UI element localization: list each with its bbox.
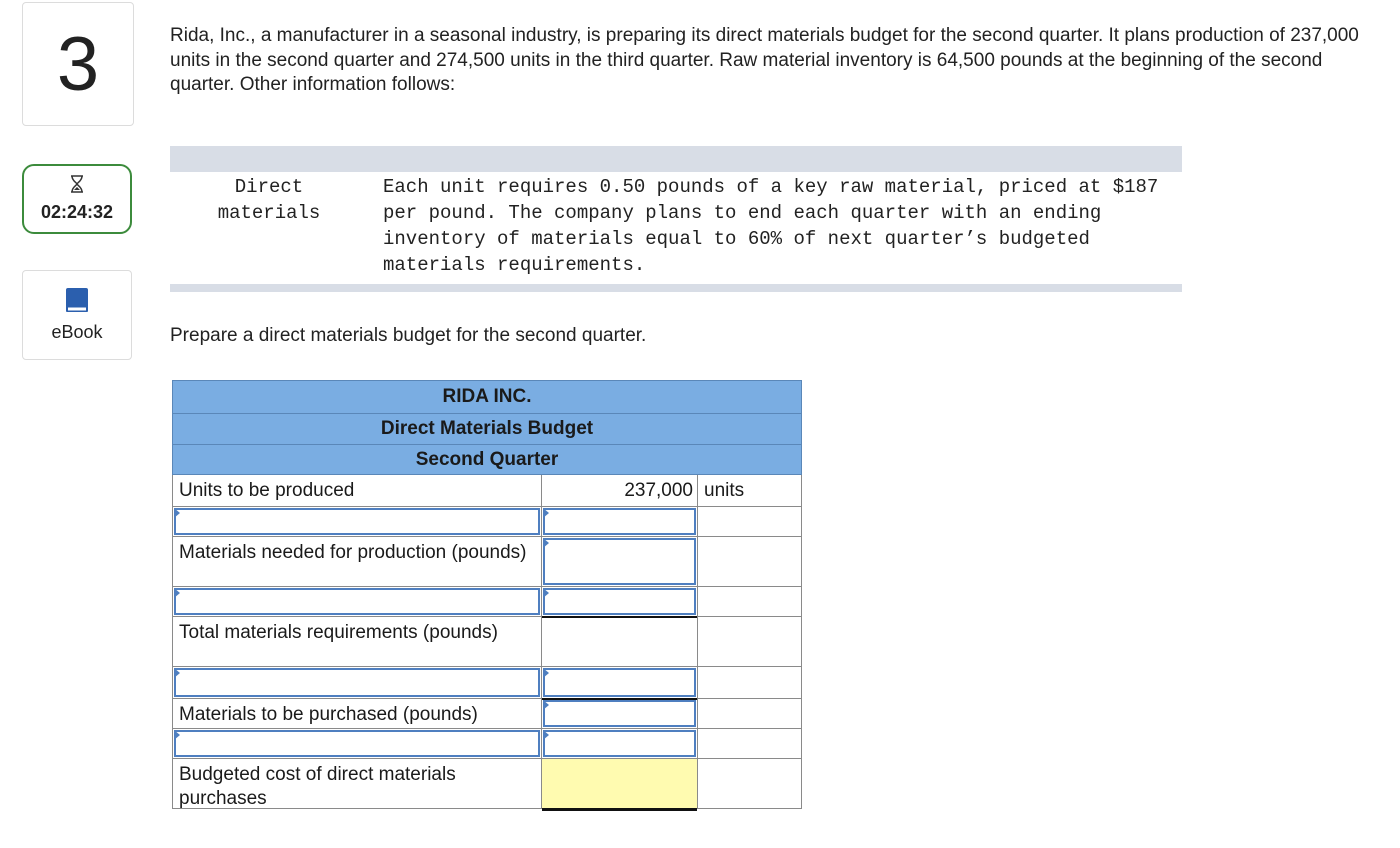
label-dropdown-input[interactable] bbox=[174, 730, 540, 757]
row-label-cell bbox=[172, 729, 541, 759]
info-table-header-bar bbox=[170, 146, 1182, 172]
row-label: Units to be produced bbox=[172, 475, 541, 507]
table-row bbox=[172, 475, 802, 507]
label-dropdown-input[interactable] bbox=[174, 668, 540, 697]
question-text: Rida, Inc., a manufacturer in a seasonal industry, is preparing its direct materials budget for the second quarter. It plans production of 237,000 units in the second quarter and 274,500 units in the third quarter. Raw material inventory is 64,500 pounds at the beginning of the second quarter. Other information follows: bbox=[170, 25, 1359, 95]
row-label: Materials needed for production (pounds) bbox=[172, 537, 541, 587]
double-underline bbox=[542, 808, 697, 811]
budget-title: Direct Materials Budget bbox=[172, 413, 802, 444]
value-input[interactable] bbox=[543, 730, 696, 757]
row-label: Budgeted cost of direct materials purchases bbox=[172, 759, 541, 809]
row-unit-cell bbox=[697, 667, 802, 699]
table-row bbox=[172, 667, 802, 699]
table-row bbox=[172, 699, 802, 729]
row-label-cell bbox=[172, 507, 541, 537]
row-value-cell bbox=[541, 729, 697, 759]
row-unit-cell bbox=[697, 617, 802, 667]
budget-table bbox=[172, 380, 802, 809]
row-value-cell bbox=[541, 537, 697, 587]
ebook-label: eBook bbox=[51, 322, 103, 342]
value-input[interactable] bbox=[543, 508, 696, 535]
info-label bbox=[200, 174, 338, 226]
table-row bbox=[172, 729, 802, 759]
question-number bbox=[22, 2, 134, 126]
budget-period: Second Quarter bbox=[172, 444, 802, 475]
value-input[interactable] bbox=[543, 700, 696, 727]
budget-company: RIDA INC. bbox=[172, 380, 802, 413]
row-label: Materials to be purchased (pounds) bbox=[172, 699, 541, 729]
table-row bbox=[172, 587, 802, 617]
ebook-button[interactable] bbox=[22, 270, 132, 360]
value-input[interactable] bbox=[543, 668, 696, 697]
row-value bbox=[542, 759, 697, 767]
row-unit-cell bbox=[697, 729, 802, 759]
row-value-cell bbox=[541, 587, 697, 617]
row-label: Total materials requirements (pounds) bbox=[172, 617, 541, 667]
info-label-line1: Direct bbox=[234, 176, 304, 198]
row-value-cell bbox=[541, 699, 697, 729]
table-row bbox=[172, 507, 802, 537]
row-unit-cell bbox=[697, 699, 802, 729]
table-row bbox=[172, 537, 802, 587]
row-label-cell bbox=[172, 667, 541, 699]
row-value: 237,000 bbox=[541, 475, 697, 507]
row-value-cell bbox=[541, 667, 697, 699]
value-input[interactable] bbox=[543, 538, 696, 585]
info-description: Each unit requires 0.50 pounds of a key raw material, priced at $187 per pound. The company plans to end each quarter with an ending inventory of materials equal to 60% of next quarter’s budgeted materials requirements. bbox=[383, 176, 1159, 276]
hourglass-icon bbox=[70, 175, 84, 202]
table-row bbox=[172, 759, 802, 809]
label-dropdown-input[interactable] bbox=[174, 588, 540, 615]
row-unit: units bbox=[697, 475, 802, 507]
answer-cell[interactable] bbox=[541, 759, 697, 809]
row-unit-cell bbox=[697, 507, 802, 537]
value-input[interactable] bbox=[543, 588, 696, 615]
row-unit-cell bbox=[697, 759, 802, 809]
question-number-text: 3 bbox=[56, 21, 100, 107]
row-unit-cell bbox=[697, 537, 802, 587]
timer-widget[interactable] bbox=[22, 164, 132, 234]
info-table-footer-bar bbox=[170, 284, 1182, 292]
row-value-cell bbox=[541, 507, 697, 537]
row-unit-cell bbox=[697, 587, 802, 617]
table-row bbox=[172, 617, 802, 667]
row-value bbox=[541, 617, 697, 667]
instruction-text: Prepare a direct materials budget for the second quarter. bbox=[170, 325, 647, 346]
row-label-cell bbox=[172, 587, 541, 617]
timer-text: 02:24:32 bbox=[40, 202, 114, 222]
info-label-line2: materials bbox=[217, 202, 321, 224]
book-icon bbox=[65, 287, 89, 318]
label-dropdown-input[interactable] bbox=[174, 508, 540, 535]
